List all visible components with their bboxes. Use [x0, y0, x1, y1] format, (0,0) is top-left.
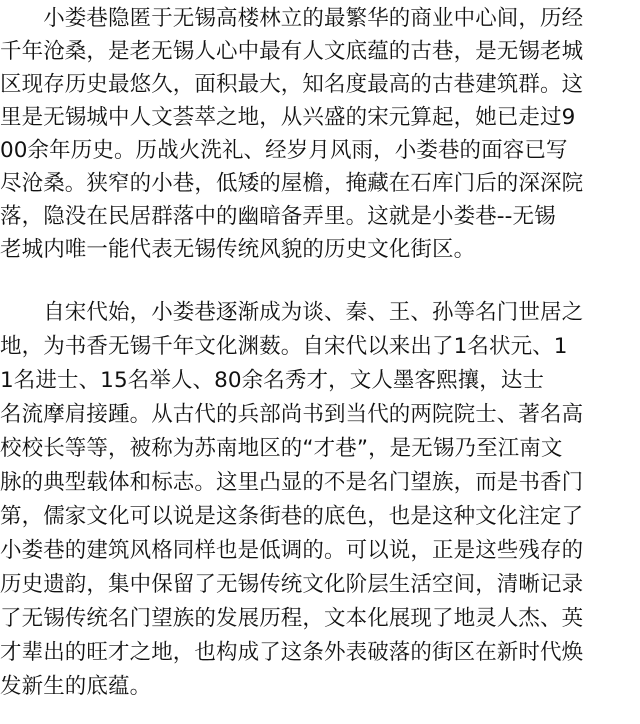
paragraph-line: 历史遗韵，集中保留了无锡传统文化阶层生活空间，清晰记录: [0, 572, 584, 597]
paragraph-line: 脉的典型载体和标志。这里凸显的不是名门望族，而是书香门: [0, 470, 584, 495]
paragraph-line: 了无锡传统名门望族的发展历程，文本化展现了地灵人杰、英: [0, 606, 584, 631]
paragraph-line: 区现存历史最悠久，面积最大，知名度最高的古巷建筑群。这: [0, 72, 584, 97]
paragraph-line: 小娄巷隐匿于无锡高楼林立的最繁华的商业中心间，历经: [0, 6, 584, 31]
paragraph-line: 地，为书香无锡千年文化渊薮。自宋代以来出了1名状元、1: [0, 334, 568, 359]
paragraph-line: 名流摩肩接踵。从古代的兵部尚书到当代的两院院士、著名高: [0, 402, 584, 427]
paragraph-line: 校校长等等，被称为苏南地区的“才巷”，是无锡乃至江南文: [0, 436, 563, 461]
paragraph-line: 00余年历史。历战火洗礼、经岁月风雨，小娄巷的面容已写: [0, 138, 568, 163]
paragraph-line: 自宋代始，小娄巷逐渐成为谈、秦、王、孙等名门世居之: [0, 300, 584, 325]
paragraph-line: 小娄巷的建筑风格同样也是低调的。可以说，正是这些残存的: [0, 538, 584, 563]
paragraph-line: 老城内唯一能代表无锡传统风貌的历史文化街区。: [0, 237, 476, 262]
paragraph-line: 千年沧桑，是老无锡人心中最有人文底蕴的古巷，是无锡老城: [0, 39, 584, 64]
paragraph-line: 发新生的底蕴。: [0, 674, 152, 699]
paragraph-line: 落，隐没在民居群落中的幽暗备弄里。这就是小娄巷--无锡: [0, 204, 556, 229]
paragraph-line: 1名进士、15名举人、80余名秀才，文人墨客熙攘，达士: [0, 368, 545, 393]
paragraph-line: 尽沧桑。狭窄的小巷，低矮的屋檐，掩藏在石库门后的深深院: [0, 171, 584, 196]
paragraph-line: 第，儒家文化可以说是这条街巷的底色，也是这种文化注定了: [0, 504, 584, 529]
paragraph-line: 才辈出的旺才之地，也构成了这条外表破落的街区在新时代焕: [0, 640, 584, 665]
paragraph-line: 里是无锡城中人文荟萃之地，从兴盛的宋元算起，她已走过9: [0, 105, 576, 130]
